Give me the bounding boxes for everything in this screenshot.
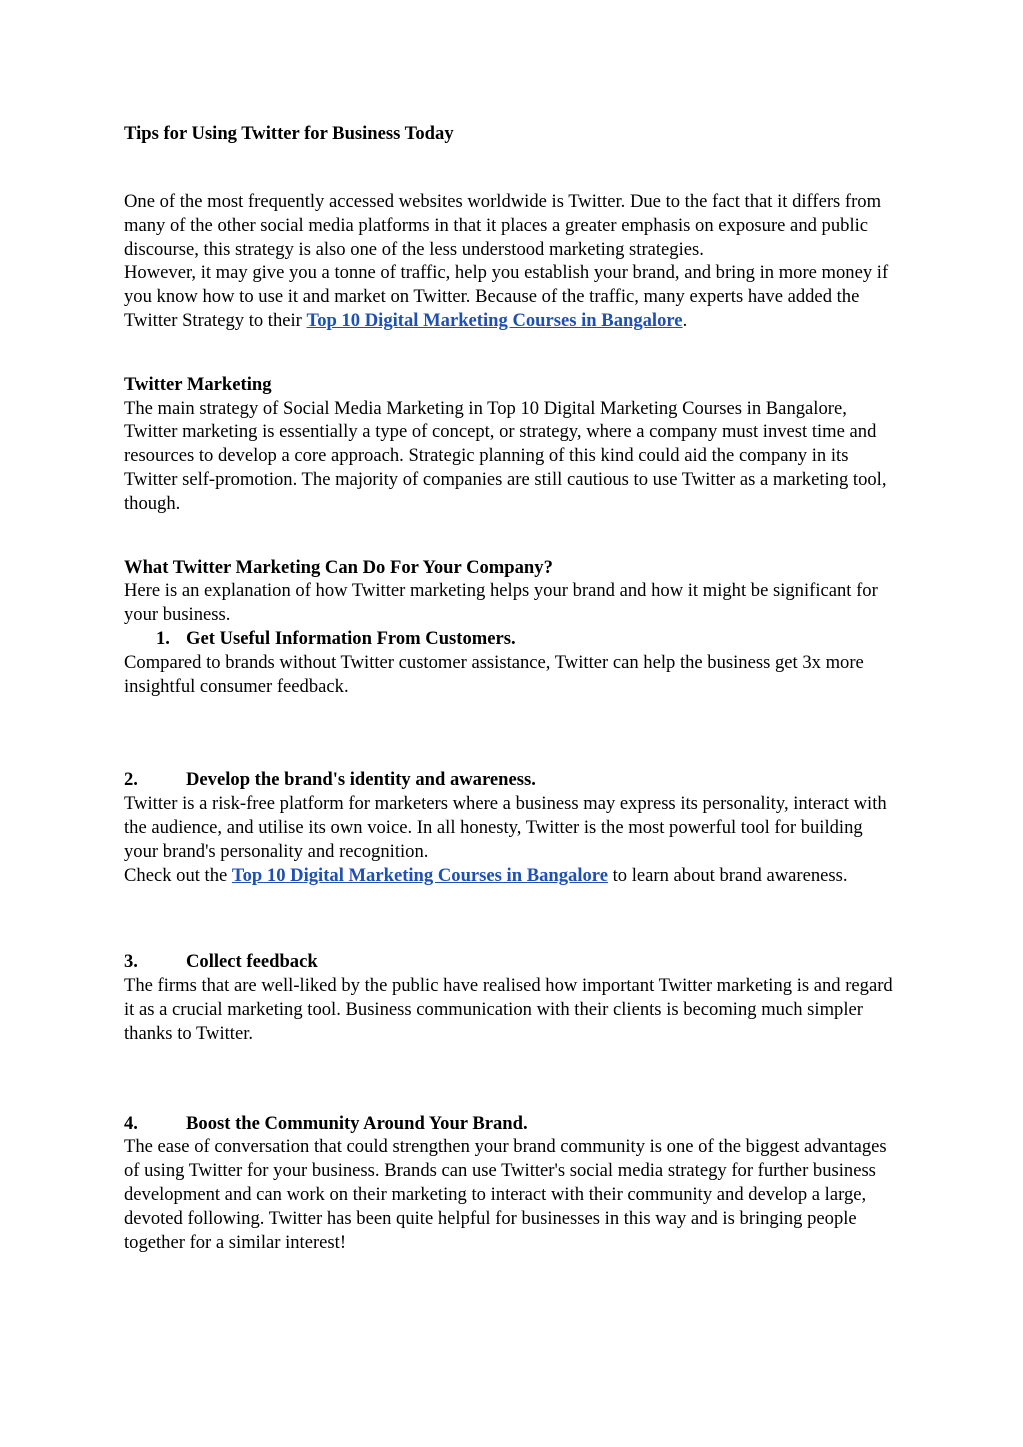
- twitter-marketing-body: The main strategy of Social Media Marketing in Top 10 Digital Marketing Courses in Bangalore, Twitter marketing is essentially a type of concept, or strategy, where a company must invest time and resources to develop a core approach. Strategic planning of this kind could aid the company in its Twitter self-promotion. The majority of companies are still cautious to use Twitter as a marketing tool, though.: [124, 397, 887, 514]
- item-2-cta: [124, 864, 899, 888]
- courses-link-1[interactable]: Top 10 Digital Marketing Courses in Bangalore: [306, 309, 683, 331]
- item-3-title: Collect feedback: [186, 951, 318, 973]
- item-2-title: Develop the brand's identity and awareness.: [186, 769, 536, 791]
- item-1-body: Compared to brands without Twitter customer assistance, Twitter can help the business get 3x more insightful consumer feedback.: [124, 651, 864, 697]
- item-1-number: 1.: [156, 627, 170, 649]
- item-1-heading: [124, 627, 899, 651]
- intro-paragraph-2-end: .: [682, 309, 688, 331]
- item-2-heading: [124, 768, 899, 792]
- item-2-cta-end: to learn about brand awareness.: [607, 864, 848, 886]
- item-3-number: 3.: [124, 951, 138, 973]
- intro-paragraph-2-text: However, it may give you a tonne of traffic, help you establish your brand, and bring in more money if you know how to use it and market on Twitter. Because of the traffic, many experts have added the Twitter Strategy to their: [124, 262, 889, 331]
- intro-paragraph-1: One of the most frequently accessed websites worldwide is Twitter. Due to the fact that it differs from many of the other social media platforms in that it places a greater emphasis on exposure and public discourse, this strategy is also one of the less understood marketing strategies.: [124, 191, 882, 260]
- what-can-do-body: Here is an explanation of how Twitter marketing helps your brand and how it might be significant for your business.: [124, 580, 878, 626]
- item-4-title: Boost the Community Around Your Brand.: [186, 1112, 528, 1134]
- item-4-body: The ease of conversation that could strengthen your brand community is one of the biggest advantages of using Twitter for your business. Brands can use Twitter's social media strategy for further business development and can work on their marketing to interact with their community and develop a large, devoted following. Twitter has been quite helpful for businesses in this way and is bringing people together for a similar interest!: [124, 1136, 887, 1253]
- what-can-do-heading: What Twitter Marketing Can Do For Your Company?: [124, 556, 553, 578]
- item-3-heading: [124, 950, 899, 974]
- item-3-body: The firms that are well-liked by the public have realised how important Twitter marketing is and regard it as a crucial marketing tool. Business communication with their clients is becoming much simpler thanks to Twitter.: [124, 975, 893, 1044]
- twitter-marketing-heading: Twitter Marketing: [124, 373, 272, 395]
- document-title: Tips for Using Twitter for Business Today: [124, 123, 454, 144]
- intro-paragraph-2: [124, 261, 899, 332]
- item-4-number: 4.: [124, 1112, 138, 1134]
- item-2-number: 2.: [124, 769, 138, 791]
- item-2-cta-text: Check out the: [124, 864, 232, 886]
- courses-link-2[interactable]: Top 10 Digital Marketing Courses in Bangalore: [231, 864, 608, 886]
- item-4-heading: [124, 1112, 899, 1136]
- document-page: [124, 120, 899, 1254]
- item-2-body: Twitter is a risk-free platform for marketers where a business may express its personality, interact with the audience, and utilise its own voice. In all honesty, Twitter is the most powerful tool for building your brand's personality and recognition.: [124, 793, 887, 862]
- item-1-title: Get Useful Information From Customers.: [186, 627, 516, 649]
